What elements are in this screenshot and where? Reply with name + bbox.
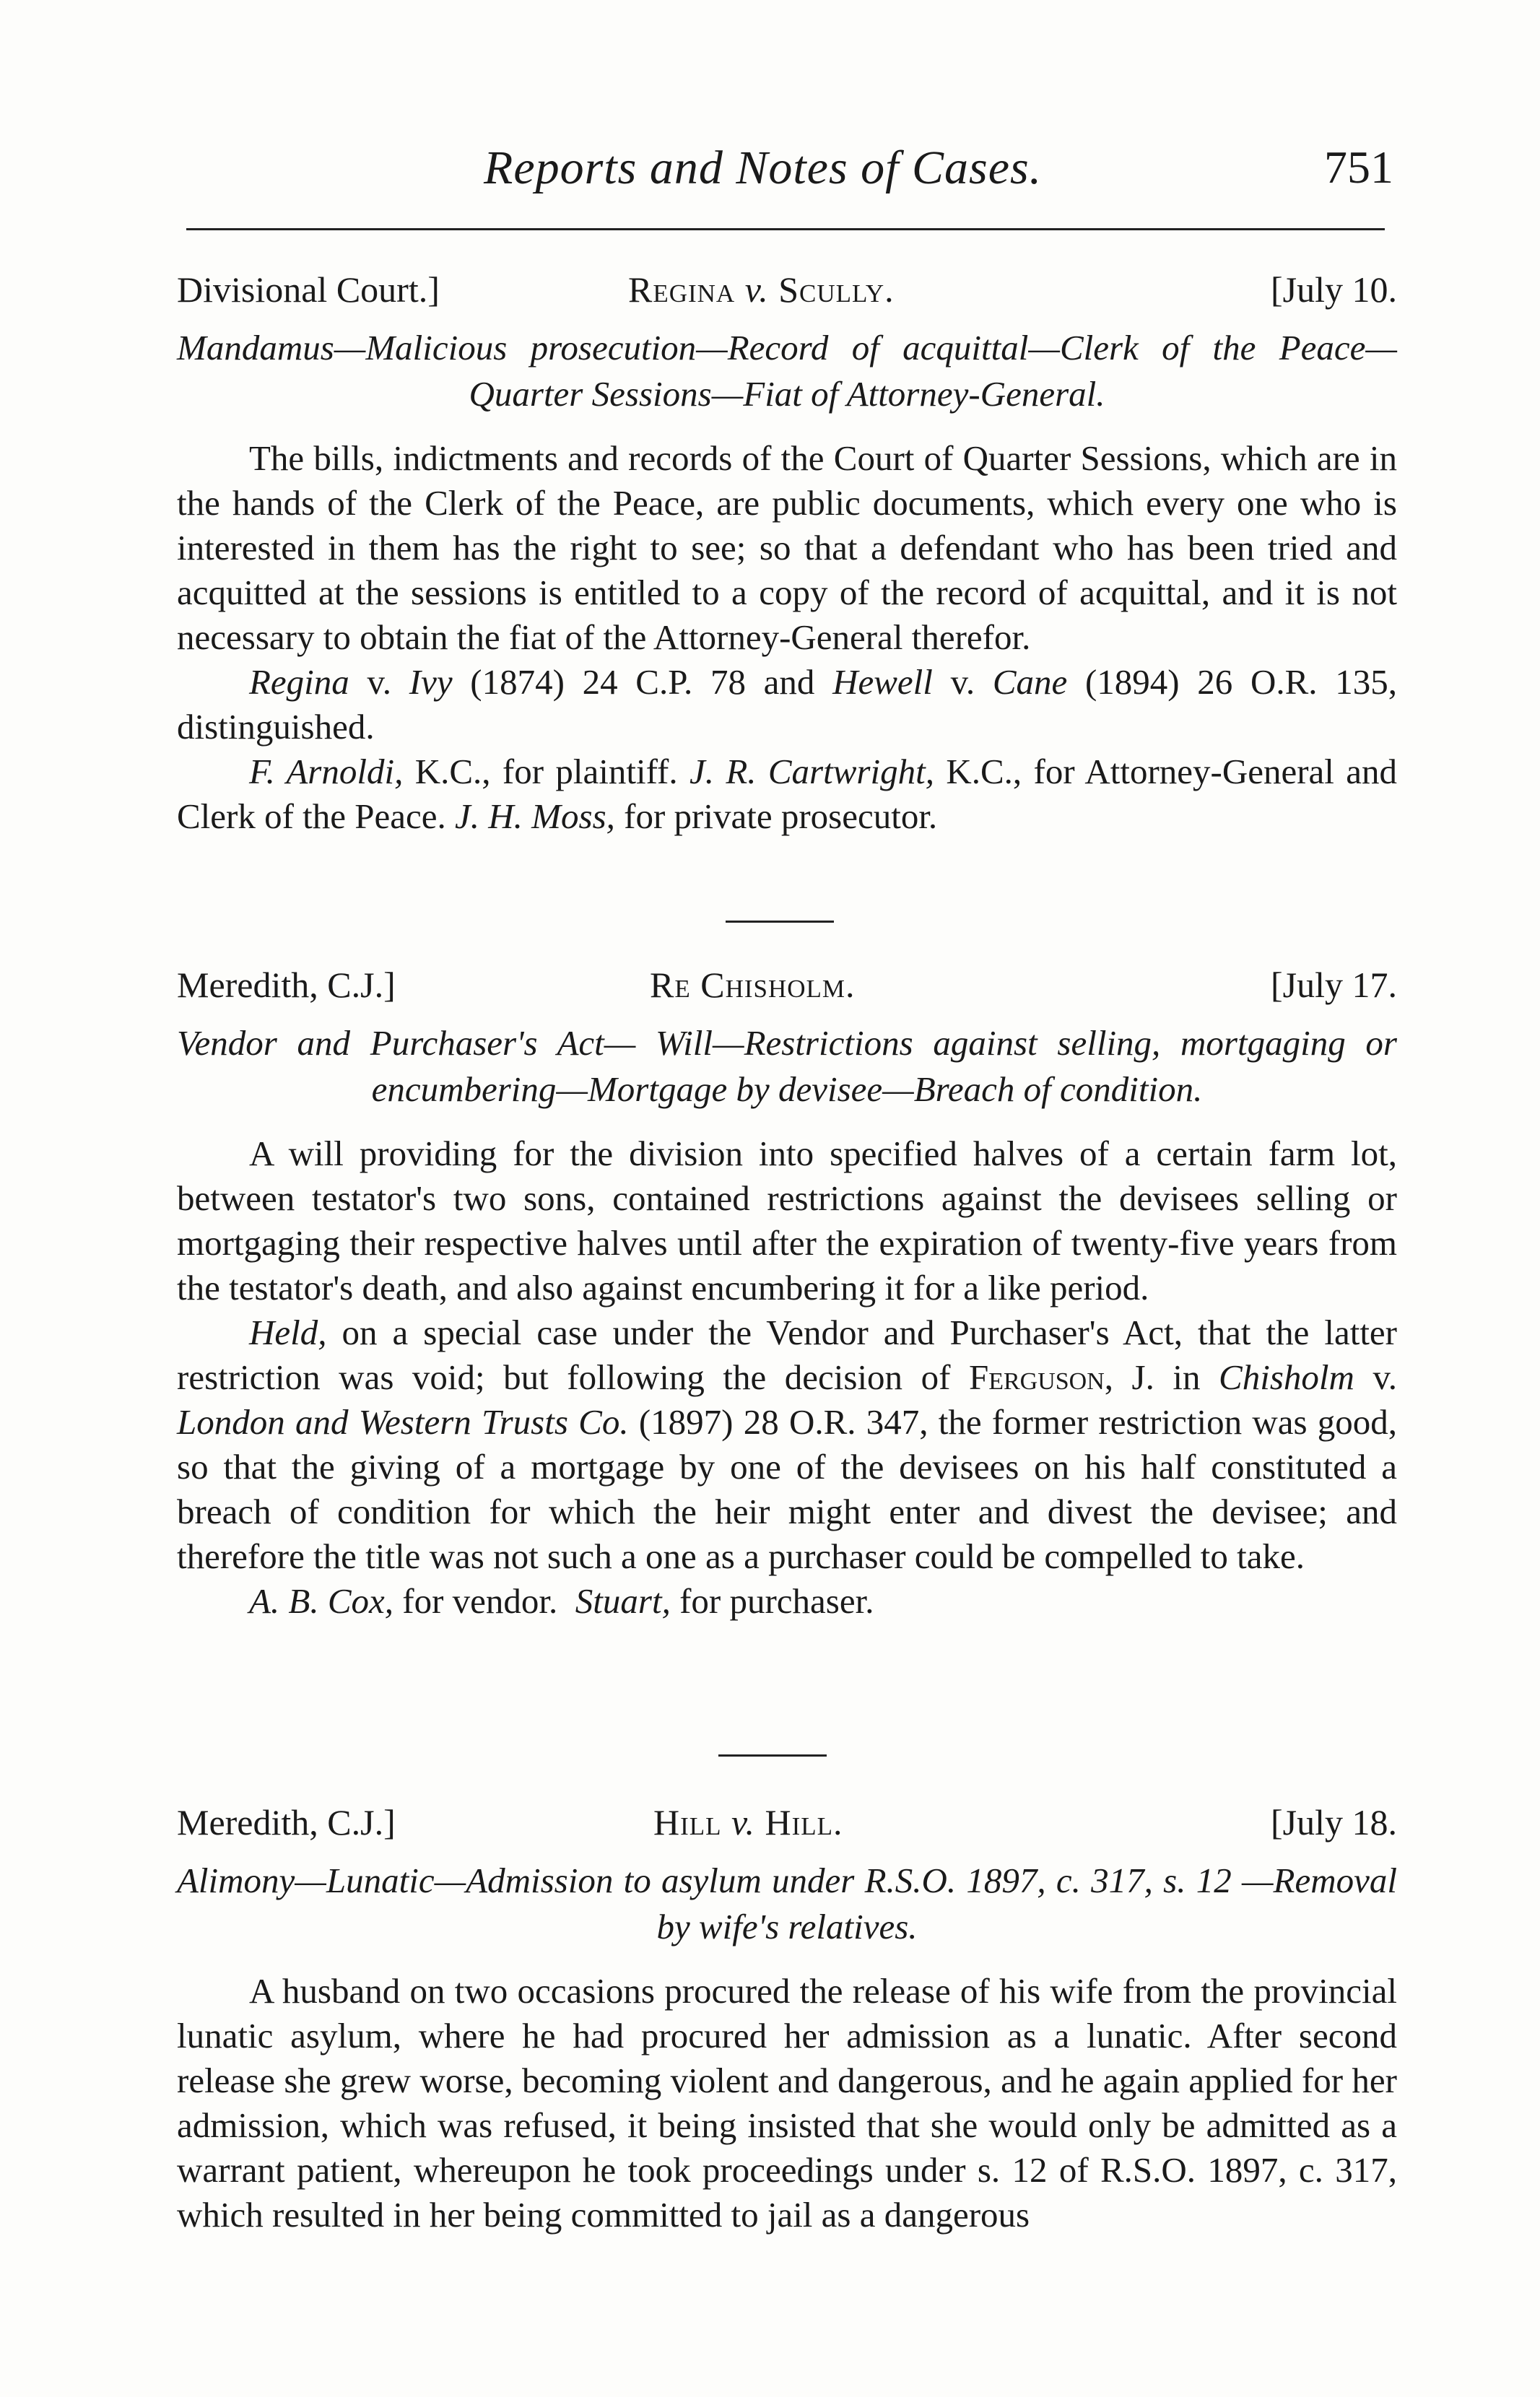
case-header <box>177 964 1397 1014</box>
held-paragraph <box>177 1310 1397 1579</box>
held-word: Held, <box>249 1313 327 1352</box>
facts-paragraph: A husband on two occasions procured the release of his wife from the provincial lunatic asylum, where he had procured her admission as a lunatic. After second release she grew worse, becoming violent and dangerous, and he again applied for her admission, which was refused, it being insisted that she would only be admitted as a warrant patient, whereupon he took proceedings under s. 12 of R.S.O. 1897, c. 317, which resulted in her being committed to jail as a dangerous <box>177 1971 1397 2235</box>
counsel-role: for vendor. <box>402 1581 558 1621</box>
holding-paragraph: The bills, indictments and records of the Court of Quarter Sessions, which are in the hands of the Clerk of the Peace, are public documents, which every one who is interested in them has the right to see; so that a defendant who has been tried and acquitted at the sessions is entitled to a copy of the record of acquittal, and it is not necessary to obtain the fiat of the Attorney-General therefor. <box>177 438 1397 657</box>
party-one: Regina <box>628 269 736 310</box>
versus: v. <box>744 269 769 310</box>
counsel-name: Stuart, <box>575 1581 671 1621</box>
case-header <box>177 269 1397 319</box>
case-date: [July 10. <box>1271 269 1397 310</box>
case-title <box>628 269 895 310</box>
counsel-name: F. Arnoldi, <box>249 752 404 791</box>
counsel-role: K.C., for plaintiff. <box>414 752 678 791</box>
counsel-paragraph <box>177 749 1397 839</box>
case-hill-v-hill <box>177 1801 1397 2237</box>
case-header <box>177 1801 1397 1852</box>
versus: v. <box>367 662 392 702</box>
case-date: [July 18. <box>1271 1802 1397 1843</box>
versus: v. <box>950 662 975 702</box>
party-one: Hill <box>653 1802 722 1843</box>
party-two: Hill. <box>765 1802 843 1843</box>
cited-case: Ivy <box>409 662 453 702</box>
section-divider <box>718 1754 827 1757</box>
catchwords: Mandamus—Malicious prosecution—Record of acquittal—Clerk of the Peace—Quarter Sessions—Fiat of Attorney-General. <box>177 328 1397 414</box>
header-rule <box>186 228 1385 230</box>
cited-case: Cane <box>992 662 1068 702</box>
section-divider <box>726 921 834 923</box>
counsel-name: J. R. Cartwright, <box>689 752 934 791</box>
citations-paragraph <box>177 660 1397 749</box>
case-regina-v-scully <box>177 269 1397 839</box>
party-two: Scully. <box>778 269 895 310</box>
cited-case: Regina <box>249 662 349 702</box>
running-title: Reports and Notes of Cases. <box>484 142 1043 194</box>
counsel-paragraph <box>177 1579 1397 1624</box>
citation-text: (1874) 24 C.P. 78 and <box>470 662 815 702</box>
case-re-chisholm <box>177 964 1397 1624</box>
catchwords: Vendor and Purchaser's Act— Will—Restrictions against selling, mortgaging or encumbering—Mortgage by devisee—Breach of condition. <box>177 1023 1397 1109</box>
judge-name: Ferguson, <box>968 1357 1114 1397</box>
counsel-role: K.C., for Attorney-General and Clerk of the Peace. <box>177 752 1398 836</box>
held-text: (1897) 28 O.R. 347, the former restriction was good, so that the giving of a mortgage by one of the devisees on his half constituted a breach of condition for which the heir might enter and divest the devisee; and therefore the title was not such a one as a purchaser could be compelled to take. <box>177 1402 1398 1576</box>
court-name: Meredith, C.J.] <box>177 965 396 1005</box>
cited-case: Hewell <box>832 662 933 702</box>
versus: v. <box>731 1802 756 1843</box>
court-name: Divisional Court.] <box>177 269 440 310</box>
counsel-name: A. B. Cox, <box>249 1581 394 1621</box>
case-title: Re Chisholm. <box>650 965 856 1005</box>
running-head <box>180 141 1393 206</box>
counsel-role: for purchaser. <box>679 1581 874 1621</box>
counsel-name: J. H. Moss, <box>455 796 615 836</box>
page-number: 751 <box>1324 142 1393 193</box>
case-title <box>653 1801 843 1843</box>
counsel-role: for private prosecutor. <box>624 796 938 836</box>
catchwords: Alimony—Lunatic—Admission to asylum under R.S.O. 1897, c. 317, s. 12 —Removal by wife's relatives. <box>177 1861 1397 1946</box>
held-text: J. in <box>1131 1357 1201 1397</box>
facts-paragraph: A will providing for the division into specified halves of a certain farm lot, between testator's two sons, contained restrictions against the devisees selling or mortgaging their respective halves until after the expiration of twenty-five years from the testator's death, and also against encumbering it for a like period. <box>177 1134 1397 1308</box>
versus: v. <box>1372 1357 1398 1397</box>
cited-case: Chisholm <box>1219 1357 1354 1397</box>
cited-case: London and Western Trusts Co. <box>177 1402 629 1442</box>
held-text: on a special case under the Vendor and Purchaser's Act, that the latter restriction was void; but following the decision of <box>177 1313 1397 1397</box>
court-name: Meredith, C.J.] <box>177 1802 396 1843</box>
case-date: [July 17. <box>1271 965 1397 1005</box>
citation-text: (1894) 26 O.R. 135, distinguished. <box>177 662 1397 747</box>
